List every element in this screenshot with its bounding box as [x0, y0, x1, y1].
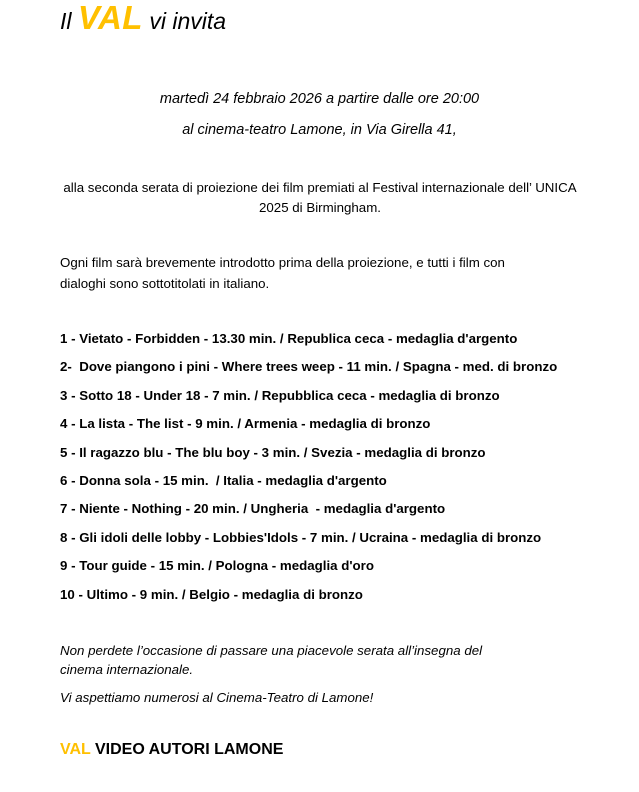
film-item: 9 - Tour guide - 15 min. / Pologna - medaglia d'oro — [60, 558, 374, 574]
film-item: 1 - Vietato - Forbidden - 13.30 min. / Republica ceca - medaglia d'argento — [60, 331, 518, 346]
film-item: 5 - Il ragazzo blu - The blu boy - 3 min. / Svezia - medaglia di bronzo — [60, 444, 486, 460]
film-item: 2- Dove piangono i pini - Where trees weep - 11 min. / Spagna - med. di bronzo — [60, 359, 558, 375]
film-item: 3 - Sotto 18 - Under 18 - 7 min. / Repubblica ceca - medaglia di bronzo — [60, 387, 500, 403]
film-item: 6 - Donna sola - 15 min. / Italia - medaglia d'argento — [60, 472, 387, 488]
brand-logo-text: VAL — [77, 0, 143, 36]
page-title — [60, 0, 226, 41]
film-item: 10 - Ultimo - 9 min. / Belgio - medaglia di bronzo — [60, 586, 363, 602]
film-list — [60, 329, 557, 613]
intro-paragraph: Ogni film sarà brevemente introdotto prima della proiezione, e tutti i film con dialoghi sono sottotitolati in italiano. — [60, 255, 505, 291]
signature — [60, 739, 283, 761]
film-item: 4 - La lista - The list - 9 min. / Armenia - medaglia di bronzo — [60, 416, 431, 432]
event-date: martedì 24 febbraio 2026 a partire dalle ore 20:00 — [159, 91, 480, 107]
film-item: 7 - Niente - Nothing - 20 min. / Ungheria - medaglia d'argento — [60, 501, 446, 517]
welcome-line: Vi aspettiamo numerosi al Cinema-Teatro di Lamone! — [60, 690, 374, 705]
film-item: 8 - Gli idoli delle lobby - Lobbies'Idols - 7 min. / Ucraina - medaglia di bronzo — [60, 529, 542, 545]
closing-paragraph: Non perdete l’occasione di passare una piacevole serata all’insegna del cinema internazionale. — [60, 643, 483, 677]
festival-description: alla seconda serata di proiezione dei film premiati al Festival internazionale dell’ UNICA 2025 di Birmingham. — [63, 180, 577, 215]
signature-brand: VAL — [60, 741, 91, 758]
title-suffix: vi invita — [142, 8, 227, 34]
signature-name: VIDEO AUTORI LAMONE — [90, 741, 284, 758]
event-venue: al cinema-teatro Lamone, in Via Girella 41, — [182, 122, 457, 138]
title-prefix: Il — [60, 8, 78, 34]
